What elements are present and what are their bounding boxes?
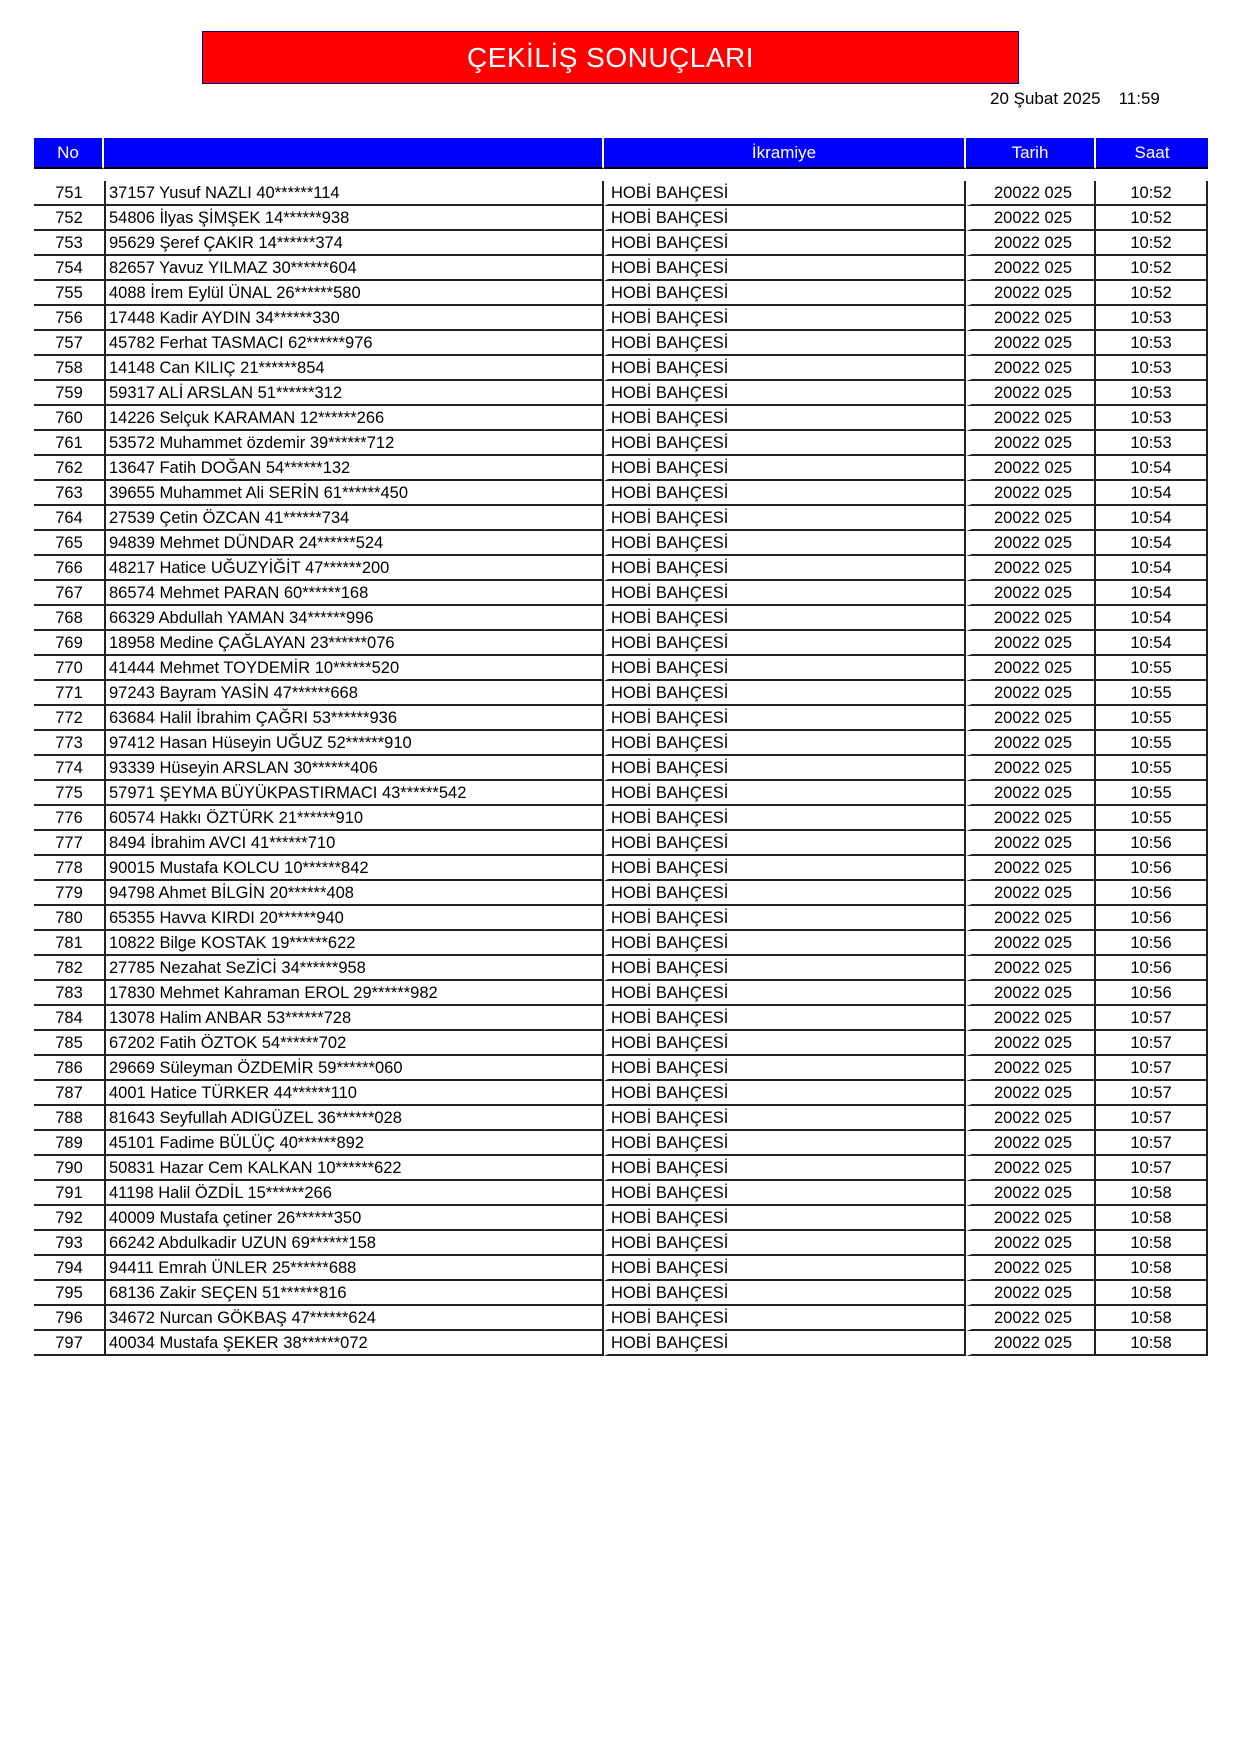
cell-time: 10:52 [1096,281,1208,306]
cell-time: 10:55 [1096,706,1208,731]
table-row [34,731,1208,756]
cell-name: 41198 Halil ÖZDİL 15******266 [104,1181,604,1206]
cell-no: 796 [34,1306,104,1331]
cell-date: 20022 025 [966,606,1096,631]
cell-prize: HOBİ BAHÇESİ [604,181,966,206]
cell-date: 20022 025 [966,556,1096,581]
cell-date: 20022 025 [966,356,1096,381]
cell-date: 20022 025 [966,456,1096,481]
cell-no: 767 [34,581,104,606]
cell-no: 769 [34,631,104,656]
cell-time: 10:57 [1096,1006,1208,1031]
cell-no: 770 [34,656,104,681]
cell-name: 54806 İlyas ŞİMŞEK 14******938 [104,206,604,231]
cell-time: 10:53 [1096,381,1208,406]
cell-name: 40034 Mustafa ŞEKER 38******072 [104,1331,604,1356]
cell-date: 20022 025 [966,1181,1096,1206]
cell-no: 753 [34,231,104,256]
cell-name: 39655 Muhammet Ali SERİN 61******450 [104,481,604,506]
cell-prize: HOBİ BAHÇESİ [604,681,966,706]
cell-no: 794 [34,1256,104,1281]
cell-time: 10:57 [1096,1056,1208,1081]
table-row [34,1181,1208,1206]
cell-date: 20022 025 [966,181,1096,206]
cell-date: 20022 025 [966,281,1096,306]
cell-prize: HOBİ BAHÇESİ [604,1031,966,1056]
cell-prize: HOBİ BAHÇESİ [604,1256,966,1281]
table-row [34,281,1208,306]
cell-prize: HOBİ BAHÇESİ [604,1131,966,1156]
table-header-row [34,138,1208,169]
cell-date: 20022 025 [966,1006,1096,1031]
cell-no: 780 [34,906,104,931]
cell-no: 792 [34,1206,104,1231]
cell-time: 10:57 [1096,1031,1208,1056]
cell-no: 797 [34,1331,104,1356]
cell-time: 10:58 [1096,1181,1208,1206]
cell-date: 20022 025 [966,506,1096,531]
cell-no: 774 [34,756,104,781]
cell-no: 781 [34,931,104,956]
table-row [34,1256,1208,1281]
cell-prize: HOBİ BAHÇESİ [604,281,966,306]
cell-prize: HOBİ BAHÇESİ [604,881,966,906]
cell-no: 795 [34,1281,104,1306]
cell-no: 786 [34,1056,104,1081]
cell-no: 793 [34,1231,104,1256]
cell-date: 20022 025 [966,781,1096,806]
cell-prize: HOBİ BAHÇESİ [604,1106,966,1131]
cell-time: 10:58 [1096,1256,1208,1281]
cell-date: 20022 025 [966,1106,1096,1131]
cell-name: 65355 Havva KIRDI 20******940 [104,906,604,931]
column-header-prize: İkramiye [604,138,966,169]
cell-prize: HOBİ BAHÇESİ [604,1081,966,1106]
table-row [34,1206,1208,1231]
cell-date: 20022 025 [966,631,1096,656]
cell-time: 10:54 [1096,556,1208,581]
cell-name: 57971 ŞEYMA BÜYÜKPASTIRMACI 43******542 [104,781,604,806]
cell-time: 10:57 [1096,1156,1208,1181]
cell-time: 10:56 [1096,906,1208,931]
cell-name: 94798 Ahmet BİLGİN 20******408 [104,881,604,906]
cell-name: 40009 Mustafa çetiner 26******350 [104,1206,604,1231]
cell-date: 20022 025 [966,1331,1096,1356]
cell-name: 53572 Muhammet özdemir 39******712 [104,431,604,456]
cell-name: 13647 Fatih DOĞAN 54******132 [104,456,604,481]
cell-no: 761 [34,431,104,456]
cell-no: 760 [34,406,104,431]
cell-no: 776 [34,806,104,831]
cell-date: 20022 025 [966,806,1096,831]
cell-no: 759 [34,381,104,406]
cell-prize: HOBİ BAHÇESİ [604,1181,966,1206]
cell-time: 10:54 [1096,481,1208,506]
cell-time: 10:53 [1096,331,1208,356]
table-row [34,656,1208,681]
cell-date: 20022 025 [966,1156,1096,1181]
cell-name: 81643 Seyfullah ADIGÜZEL 36******028 [104,1106,604,1131]
cell-time: 10:52 [1096,181,1208,206]
cell-prize: HOBİ BAHÇESİ [604,731,966,756]
page-title: ÇEKİLİŞ SONUÇLARI [466,41,755,73]
column-header-name [104,138,604,169]
cell-prize: HOBİ BAHÇESİ [604,506,966,531]
cell-no: 756 [34,306,104,331]
cell-prize: HOBİ BAHÇESİ [604,706,966,731]
cell-date: 20022 025 [966,1306,1096,1331]
table-row [34,931,1208,956]
cell-name: 95629 Şeref ÇAKIR 14******374 [104,231,604,256]
table-row [34,506,1208,531]
cell-no: 752 [34,206,104,231]
table-row [34,1056,1208,1081]
cell-prize: HOBİ BAHÇESİ [604,956,966,981]
cell-prize: HOBİ BAHÇESİ [604,531,966,556]
cell-time: 10:53 [1096,406,1208,431]
cell-prize: HOBİ BAHÇESİ [604,331,966,356]
cell-prize: HOBİ BAHÇESİ [604,581,966,606]
table-row [34,1231,1208,1256]
cell-time: 10:54 [1096,581,1208,606]
cell-time: 10:56 [1096,831,1208,856]
cell-prize: HOBİ BAHÇESİ [604,1206,966,1231]
cell-name: 45101 Fadime BÜLÜÇ 40******892 [104,1131,604,1156]
cell-prize: HOBİ BAHÇESİ [604,781,966,806]
cell-time: 10:53 [1096,431,1208,456]
cell-time: 10:52 [1096,256,1208,281]
cell-prize: HOBİ BAHÇESİ [604,381,966,406]
cell-time: 10:54 [1096,506,1208,531]
cell-date: 20022 025 [966,1231,1096,1256]
cell-name: 66329 Abdullah YAMAN 34******996 [104,606,604,631]
cell-prize: HOBİ BAHÇESİ [604,1306,966,1331]
cell-name: 66242 Abdulkadir UZUN 69******158 [104,1231,604,1256]
cell-no: 758 [34,356,104,381]
cell-name: 10822 Bilge KOSTAK 19******622 [104,931,604,956]
cell-time: 10:55 [1096,656,1208,681]
cell-date: 20022 025 [966,206,1096,231]
cell-name: 97243 Bayram YASİN 47******668 [104,681,604,706]
cell-name: 67202 Fatih ÖZTOK 54******702 [104,1031,604,1056]
cell-time: 10:56 [1096,881,1208,906]
cell-name: 59317 ALİ ARSLAN 51******312 [104,381,604,406]
cell-prize: HOBİ BAHÇESİ [604,556,966,581]
cell-no: 790 [34,1156,104,1181]
cell-no: 765 [34,531,104,556]
cell-name: 37157 Yusuf NAZLI 40******114 [104,181,604,206]
table-row [34,556,1208,581]
table-row [34,356,1208,381]
table-row [34,531,1208,556]
column-header-date: Tarih [966,138,1096,169]
cell-no: 788 [34,1106,104,1131]
cell-name: 68136 Zakir SEÇEN 51******816 [104,1281,604,1306]
cell-prize: HOBİ BAHÇESİ [604,456,966,481]
cell-date: 20022 025 [966,581,1096,606]
cell-time: 10:54 [1096,631,1208,656]
cell-time: 10:57 [1096,1081,1208,1106]
table-row [34,831,1208,856]
cell-no: 779 [34,881,104,906]
table-row [34,181,1208,206]
cell-prize: HOBİ BAHÇESİ [604,856,966,881]
cell-date: 20022 025 [966,406,1096,431]
report-date: 20 Şubat 2025 [990,89,1101,108]
cell-name: 4001 Hatice TÜRKER 44******110 [104,1081,604,1106]
cell-prize: HOBİ BAHÇESİ [604,206,966,231]
cell-time: 10:53 [1096,306,1208,331]
cell-no: 784 [34,1006,104,1031]
cell-date: 20022 025 [966,1256,1096,1281]
cell-time: 10:58 [1096,1231,1208,1256]
cell-time: 10:55 [1096,756,1208,781]
table-row [34,956,1208,981]
table-row [34,1131,1208,1156]
cell-prize: HOBİ BAHÇESİ [604,756,966,781]
table-row [34,781,1208,806]
cell-date: 20022 025 [966,681,1096,706]
cell-name: 27539 Çetin ÖZCAN 41******734 [104,506,604,531]
table-row [34,581,1208,606]
cell-date: 20022 025 [966,756,1096,781]
table-row [34,1081,1208,1106]
cell-prize: HOBİ BAHÇESİ [604,256,966,281]
cell-prize: HOBİ BAHÇESİ [604,1231,966,1256]
cell-prize: HOBİ BAHÇESİ [604,481,966,506]
cell-date: 20022 025 [966,1056,1096,1081]
cell-date: 20022 025 [966,231,1096,256]
cell-time: 10:53 [1096,356,1208,381]
cell-prize: HOBİ BAHÇESİ [604,1156,966,1181]
cell-time: 10:57 [1096,1106,1208,1131]
cell-prize: HOBİ BAHÇESİ [604,431,966,456]
cell-no: 763 [34,481,104,506]
table-row [34,806,1208,831]
cell-date: 20022 025 [966,881,1096,906]
cell-time: 10:57 [1096,1131,1208,1156]
table-row [34,631,1208,656]
cell-prize: HOBİ BAHÇESİ [604,1006,966,1031]
cell-prize: HOBİ BAHÇESİ [604,406,966,431]
table-row [34,256,1208,281]
cell-date: 20022 025 [966,831,1096,856]
cell-time: 10:58 [1096,1306,1208,1331]
cell-date: 20022 025 [966,306,1096,331]
table-row [34,606,1208,631]
cell-no: 754 [34,256,104,281]
cell-prize: HOBİ BAHÇESİ [604,931,966,956]
timestamp [990,89,1160,109]
cell-time: 10:52 [1096,231,1208,256]
cell-no: 789 [34,1131,104,1156]
table-row [34,906,1208,931]
cell-date: 20022 025 [966,531,1096,556]
cell-prize: HOBİ BAHÇESİ [604,356,966,381]
cell-no: 787 [34,1081,104,1106]
cell-prize: HOBİ BAHÇESİ [604,906,966,931]
table-row [34,881,1208,906]
cell-name: 50831 Hazar Cem KALKAN 10******622 [104,1156,604,1181]
cell-name: 63684 Halil İbrahim ÇAĞRI 53******936 [104,706,604,731]
table-row [34,1331,1208,1356]
cell-time: 10:56 [1096,981,1208,1006]
table-row [34,331,1208,356]
table-row [34,231,1208,256]
cell-time: 10:54 [1096,456,1208,481]
cell-prize: HOBİ BAHÇESİ [604,656,966,681]
cell-name: 82657 Yavuz YILMAZ 30******604 [104,256,604,281]
cell-time: 10:55 [1096,681,1208,706]
cell-name: 17448 Kadir AYDIN 34******330 [104,306,604,331]
table-row [34,1156,1208,1181]
title-banner [202,31,1019,84]
cell-date: 20022 025 [966,1031,1096,1056]
cell-name: 8494 İbrahim AVCI 41******710 [104,831,604,856]
cell-date: 20022 025 [966,256,1096,281]
cell-prize: HOBİ BAHÇESİ [604,1056,966,1081]
cell-no: 785 [34,1031,104,1056]
cell-time: 10:55 [1096,806,1208,831]
table-spacer [34,169,1208,181]
cell-no: 771 [34,681,104,706]
table-row [34,406,1208,431]
table-row [34,981,1208,1006]
cell-prize: HOBİ BAHÇESİ [604,1331,966,1356]
cell-time: 10:54 [1096,531,1208,556]
cell-name: 97412 Hasan Hüseyin UĞUZ 52******910 [104,731,604,756]
cell-no: 778 [34,856,104,881]
cell-no: 762 [34,456,104,481]
cell-prize: HOBİ BAHÇESİ [604,606,966,631]
table-row [34,306,1208,331]
cell-date: 20022 025 [966,431,1096,456]
cell-prize: HOBİ BAHÇESİ [604,631,966,656]
results-table [34,138,1208,1356]
cell-no: 772 [34,706,104,731]
cell-no: 755 [34,281,104,306]
table-row [34,456,1208,481]
cell-time: 10:58 [1096,1281,1208,1306]
table-row [34,681,1208,706]
table-row [34,1306,1208,1331]
cell-no: 783 [34,981,104,1006]
cell-date: 20022 025 [966,1206,1096,1231]
cell-time: 10:58 [1096,1206,1208,1231]
table-row [34,1281,1208,1306]
table-row [34,856,1208,881]
cell-date: 20022 025 [966,906,1096,931]
cell-prize: HOBİ BAHÇESİ [604,1281,966,1306]
table-row [34,481,1208,506]
cell-no: 766 [34,556,104,581]
cell-date: 20022 025 [966,956,1096,981]
cell-time: 10:58 [1096,1331,1208,1356]
cell-no: 757 [34,331,104,356]
cell-name: 17830 Mehmet Kahraman EROL 29******982 [104,981,604,1006]
report-time: 11:59 [1118,89,1160,108]
cell-name: 90015 Mustafa KOLCU 10******842 [104,856,604,881]
cell-prize: HOBİ BAHÇESİ [604,831,966,856]
cell-no: 791 [34,1181,104,1206]
cell-name: 60574 Hakkı ÖZTÜRK 21******910 [104,806,604,831]
cell-date: 20022 025 [966,331,1096,356]
cell-prize: HOBİ BAHÇESİ [604,231,966,256]
cell-name: 4088 İrem Eylül ÜNAL 26******580 [104,281,604,306]
cell-time: 10:55 [1096,781,1208,806]
table-row [34,756,1208,781]
cell-time: 10:52 [1096,206,1208,231]
cell-no: 768 [34,606,104,631]
cell-date: 20022 025 [966,981,1096,1006]
cell-name: 14148 Can KILIÇ 21******854 [104,356,604,381]
cell-name: 13078 Halim ANBAR 53******728 [104,1006,604,1031]
table-row [34,431,1208,456]
cell-date: 20022 025 [966,931,1096,956]
cell-date: 20022 025 [966,381,1096,406]
cell-no: 773 [34,731,104,756]
table-row [34,706,1208,731]
cell-date: 20022 025 [966,481,1096,506]
cell-name: 48217 Hatice UĞUZYİĞİT 47******200 [104,556,604,581]
cell-date: 20022 025 [966,706,1096,731]
cell-time: 10:55 [1096,731,1208,756]
cell-no: 764 [34,506,104,531]
cell-name: 94839 Mehmet DÜNDAR 24******524 [104,531,604,556]
cell-time: 10:56 [1096,956,1208,981]
cell-prize: HOBİ BAHÇESİ [604,981,966,1006]
cell-no: 775 [34,781,104,806]
cell-date: 20022 025 [966,1081,1096,1106]
table-row [34,1006,1208,1031]
cell-date: 20022 025 [966,856,1096,881]
cell-name: 27785 Nezahat SeZİCİ 34******958 [104,956,604,981]
cell-name: 86574 Mehmet PARAN 60******168 [104,581,604,606]
table-row [34,381,1208,406]
cell-date: 20022 025 [966,1131,1096,1156]
cell-date: 20022 025 [966,1281,1096,1306]
table-row [34,206,1208,231]
cell-date: 20022 025 [966,731,1096,756]
table-row [34,1106,1208,1131]
cell-no: 782 [34,956,104,981]
cell-name: 29669 Süleyman ÖZDEMİR 59******060 [104,1056,604,1081]
cell-no: 751 [34,181,104,206]
cell-name: 14226 Selçuk KARAMAN 12******266 [104,406,604,431]
column-header-time: Saat [1096,138,1208,169]
cell-name: 34672 Nurcan GÖKBAŞ 47******624 [104,1306,604,1331]
cell-time: 10:56 [1096,856,1208,881]
cell-time: 10:54 [1096,606,1208,631]
cell-date: 20022 025 [966,656,1096,681]
cell-prize: HOBİ BAHÇESİ [604,806,966,831]
column-header-no: No [34,138,104,169]
cell-name: 93339 Hüseyin ARSLAN 30******406 [104,756,604,781]
cell-name: 94411 Emrah ÜNLER 25******688 [104,1256,604,1281]
cell-name: 45782 Ferhat TASMACI 62******976 [104,331,604,356]
cell-name: 18958 Medine ÇAĞLAYAN 23******076 [104,631,604,656]
table-row [34,1031,1208,1056]
cell-no: 777 [34,831,104,856]
cell-name: 41444 Mehmet TOYDEMİR 10******520 [104,656,604,681]
cell-prize: HOBİ BAHÇESİ [604,306,966,331]
cell-time: 10:56 [1096,931,1208,956]
